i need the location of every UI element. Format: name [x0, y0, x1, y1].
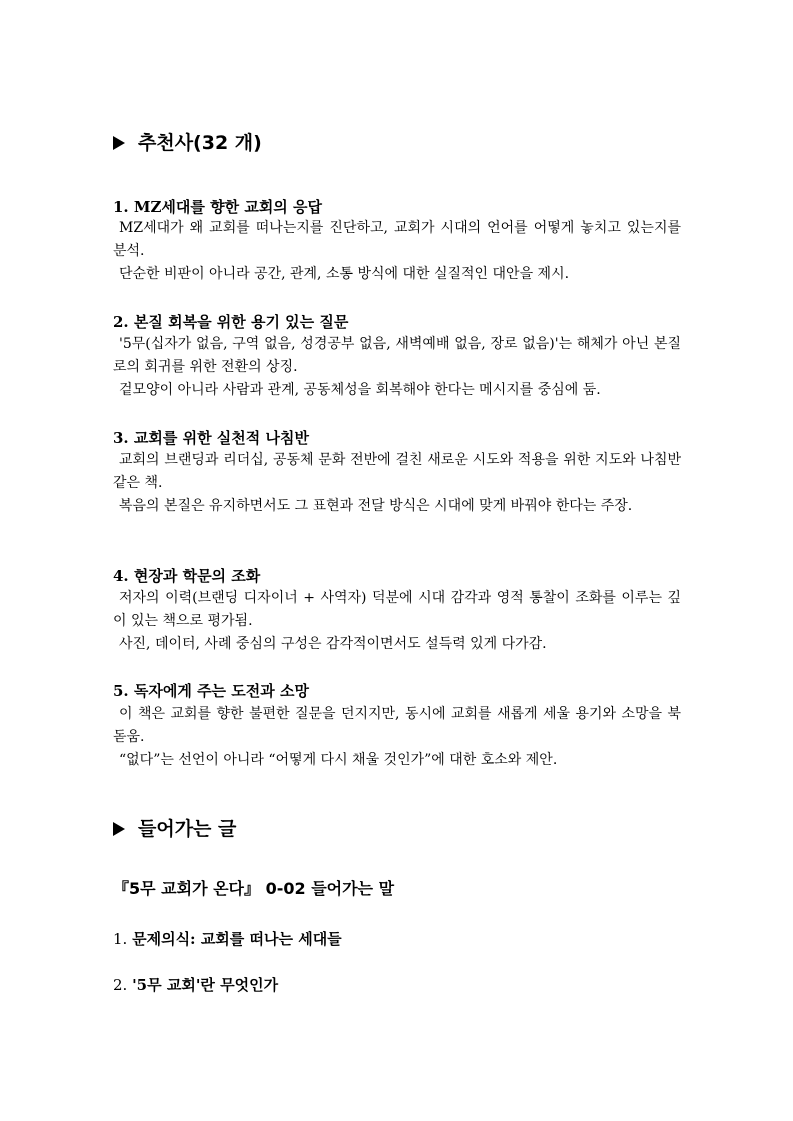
item-title: 4. 현장과 학문의 조화 [113, 567, 261, 585]
recommendations-heading-text: 추천사(32 개) [138, 132, 262, 154]
triangle-bullet-icon [113, 136, 125, 150]
triangle-bullet-icon [113, 822, 125, 836]
item-paragraph: 사진, 데이터, 사례 중심의 구성은 감각적이면서도 설득력 있게 다가감. [119, 636, 547, 652]
item-paragraph: 단순한 비판이 아니라 공간, 관계, 소통 방식에 대한 실질적인 대안을 제시. [119, 266, 570, 282]
item-title: 2. 본질 회복을 위한 용기 있는 질문 [113, 313, 349, 331]
toc-text: '5무 교회'란 무엇인가 [132, 976, 279, 994]
item-paragraph: 이 책은 교회를 향한 불편한 질문을 던지지만, 동시에 교회를 새롭게 세울 용기와 소망을 북돋움. [113, 706, 681, 745]
intro-subheading: 『5무 교회가 온다』 0-02 들어가는 말 [113, 879, 395, 898]
item-paragraph: MZ세대가 왜 교회를 떠나는지를 진단하고, 교회가 시대의 언어를 어떻게 놓치고 있는지를 분석. [113, 220, 681, 259]
intro-heading [113, 817, 236, 841]
intro-heading-text: 들어가는 글 [138, 818, 237, 840]
toc-number: 2. [113, 976, 128, 994]
toc-number: 1. [113, 930, 128, 948]
toc-item [113, 929, 342, 949]
item-paragraph: 겉모양이 아니라 사람과 관계, 공동체성을 회복해야 한다는 메시지를 중심에 둠. [119, 382, 601, 398]
item-paragraph: 저자의 이력(브랜딩 디자이너 + 사역자) 덕분에 시대 감각과 영적 통찰이 조화를 이루는 깊이 있는 책으로 평가됨. [113, 590, 681, 629]
recommendations-heading [113, 131, 262, 155]
item-title: 1. MZ세대를 향한 교회의 응답 [113, 198, 323, 216]
item-title: 3. 교회를 위한 실천적 나침반 [113, 429, 309, 447]
item-paragraph: 교회의 브랜딩과 리더십, 공동체 문화 전반에 걸친 새로운 시도와 적용을 위한 지도와 나침반 같은 책. [113, 452, 681, 491]
item-title: 5. 독자에게 주는 도전과 소망 [113, 682, 309, 700]
item-paragraph: “없다”는 선언이 아니라 “어떻게 다시 채울 것인가”에 대한 호소와 제안. [119, 752, 558, 768]
item-paragraph: '5무(십자가 없음, 구역 없음, 성경공부 없음, 새벽예배 없음, 장로 없음)'는 해체가 아닌 본질로의 회귀를 위한 전환의 상징. [113, 336, 681, 375]
toc-text: 문제의식: 교회를 떠나는 세대들 [132, 930, 342, 948]
toc-item [113, 975, 278, 995]
item-paragraph: 복음의 본질은 유지하면서도 그 표현과 전달 방식은 시대에 맞게 바꿔야 한다는 주장. [119, 498, 633, 514]
